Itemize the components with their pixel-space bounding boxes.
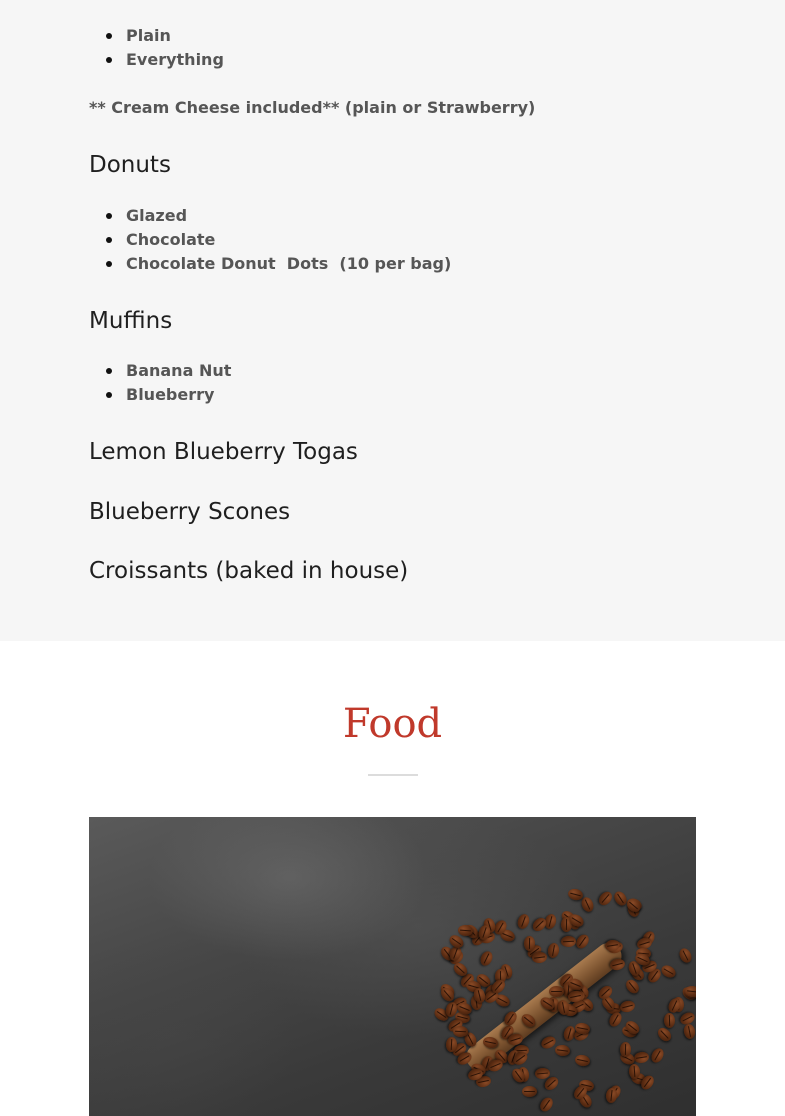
croissants-heading: Croissants (baked in house) [89, 558, 409, 584]
coffee-bean [478, 950, 494, 968]
title-divider [368, 774, 418, 776]
coffee-bean [664, 1012, 676, 1027]
coffee-bean [633, 1051, 650, 1064]
food-section-title: Food [342, 701, 443, 747]
coffee-bean [660, 963, 678, 980]
scones-heading: Blueberry Scones [89, 499, 291, 525]
coffee-bean [515, 912, 530, 930]
coffee-bean [549, 986, 564, 997]
coffee-bean [574, 1053, 591, 1067]
coffee-bean [605, 1088, 618, 1104]
coffee-bean [618, 1000, 635, 1015]
togas-heading: Lemon Blueberry Togas [89, 439, 358, 465]
muffins-heading: Muffins [89, 308, 173, 334]
coffee-bean [574, 933, 592, 952]
coffee-bean [649, 1047, 666, 1065]
list-item: Blueberry [0, 383, 231, 407]
coffee-bean [561, 935, 577, 947]
coffee-bean [625, 897, 644, 915]
list-item: Plain [0, 24, 224, 48]
cream-cheese-note: ** Cream Cheese included** (plain or Strawberry) [89, 98, 536, 117]
list-item: Chocolate Donut Dots (10 per bag) [0, 252, 451, 276]
donuts-heading: Donuts [89, 152, 171, 178]
coffee-bean [537, 1095, 555, 1114]
list-item: Glazed [0, 204, 451, 228]
list-item: Banana Nut [0, 359, 231, 383]
coffee-bean [457, 924, 473, 936]
coffee-bean [522, 1086, 537, 1097]
coffee-bean [596, 890, 614, 909]
donuts-list [0, 204, 451, 276]
coffee-bean [683, 1023, 696, 1040]
muffins-list [0, 359, 231, 407]
coffee-bean [554, 1044, 570, 1057]
bagels-list [0, 24, 224, 72]
coffee-bean [531, 951, 547, 964]
list-item: Everything [0, 48, 224, 72]
coffee-beans-image [89, 817, 696, 1116]
list-item: Chocolate [0, 228, 451, 252]
coffee-bean [678, 946, 695, 964]
coffee-bean [546, 943, 559, 960]
